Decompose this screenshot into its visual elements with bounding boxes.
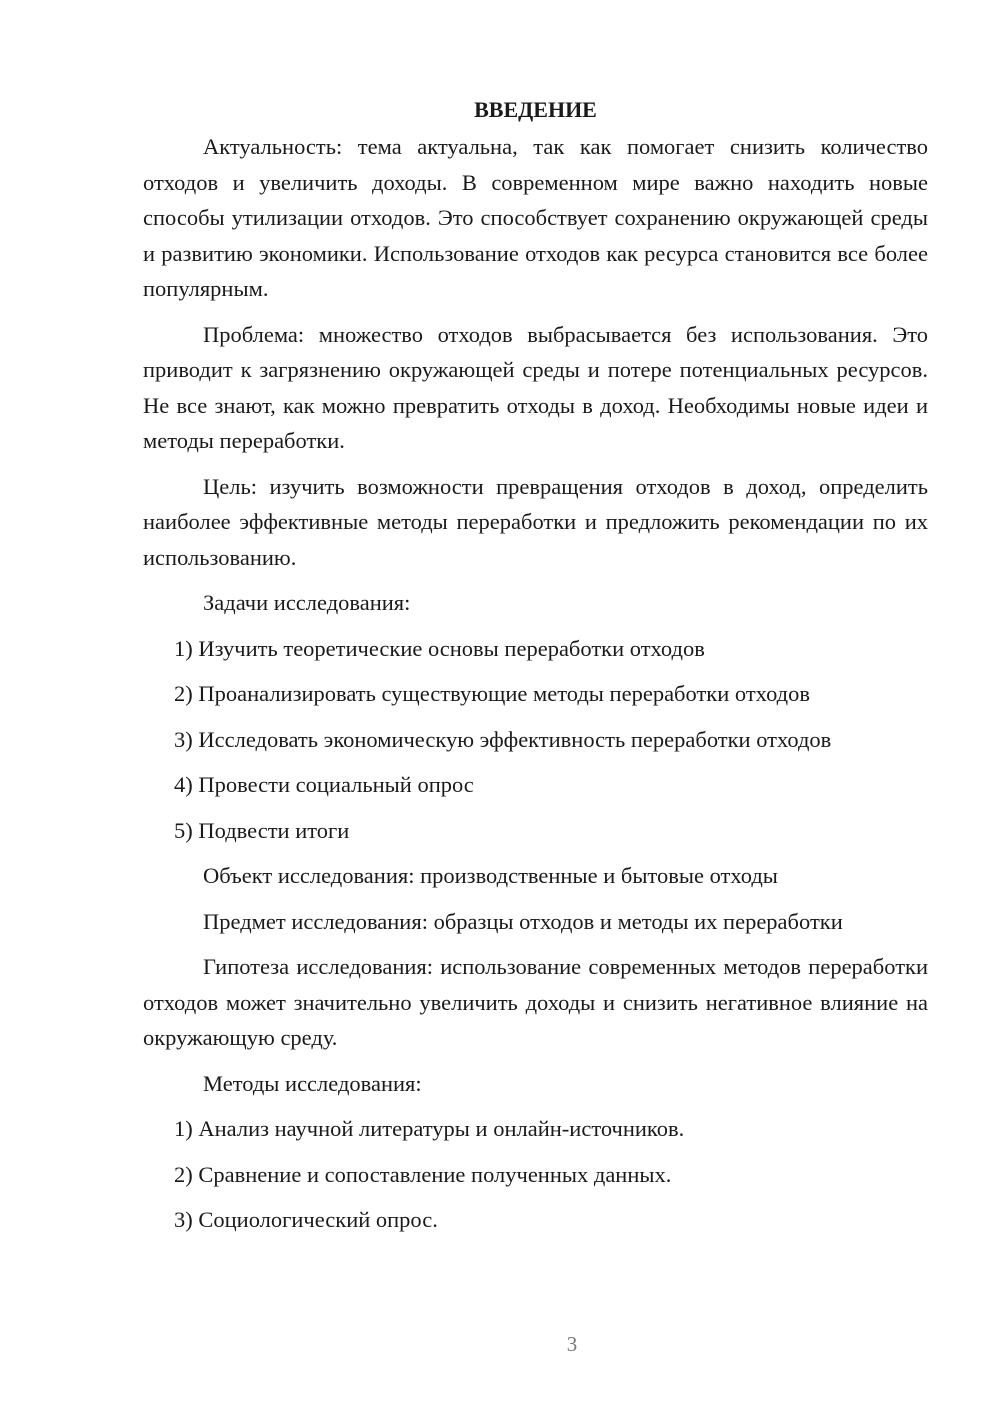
task-item: 3) Исследовать экономическую эффективность переработки отходов [174,726,832,752]
task-item: 5) Подвести итоги [174,817,350,843]
research-object: Объект исследования: производственные и бытовые отходы [203,863,778,888]
tasks-list [143,631,928,849]
method-item: 3) Социологический опрос. [174,1207,438,1232]
method-item: 1) Анализ научной литературы и онлайн-источников. [174,1116,685,1141]
goal-paragraph: Цель: изучить возможности превращения отходов в доход, определить наиболее эффективные методы переработки и предложить рекомендации по их использованию. [143,473,928,570]
method-item: 2) Сравнение и сопоставление полученных данных. [174,1161,672,1187]
methods-heading: Методы исследования: [203,1070,422,1096]
research-subject: Предмет исследования: образцы отходов и методы их переработки [203,908,843,934]
tasks-heading: Задачи исследования: [203,590,411,615]
task-item: 4) Провести социальный опрос [174,772,474,797]
document-page [143,92,928,1248]
methods-list [143,1111,928,1238]
task-item: 1) Изучить теоретические основы переработки отходов [174,635,705,661]
section-title: ВВЕДЕНИЕ [474,97,597,122]
problem-paragraph: Проблема: множество отходов выбрасывается без использования. Это приводит к загрязнению окружающей среды и потере потенциальных ресурсов. Не все знают, как можно превратить отходы в доход. Необходимы новые идеи и методы переработки. [143,321,928,453]
page-number: 3 [566,1332,578,1356]
hypothesis-paragraph: Гипотеза исследования: использование современных методов переработки отходов может значительно увеличить доходы и снизить негативное влияние на окружающую среду. [143,954,928,1050]
task-item: 2) Проанализировать существующие методы переработки отходов [174,681,810,706]
relevance-paragraph: Актуальность: тема актуальна, так как помогает снизить количество отходов и увеличить доходы. В современном мире важно находить новые способы утилизации отходов. Это способствует сохранению окружающей среды и развитию экономики. Использование отходов как ресурса становится все более популярным. [143,134,928,301]
